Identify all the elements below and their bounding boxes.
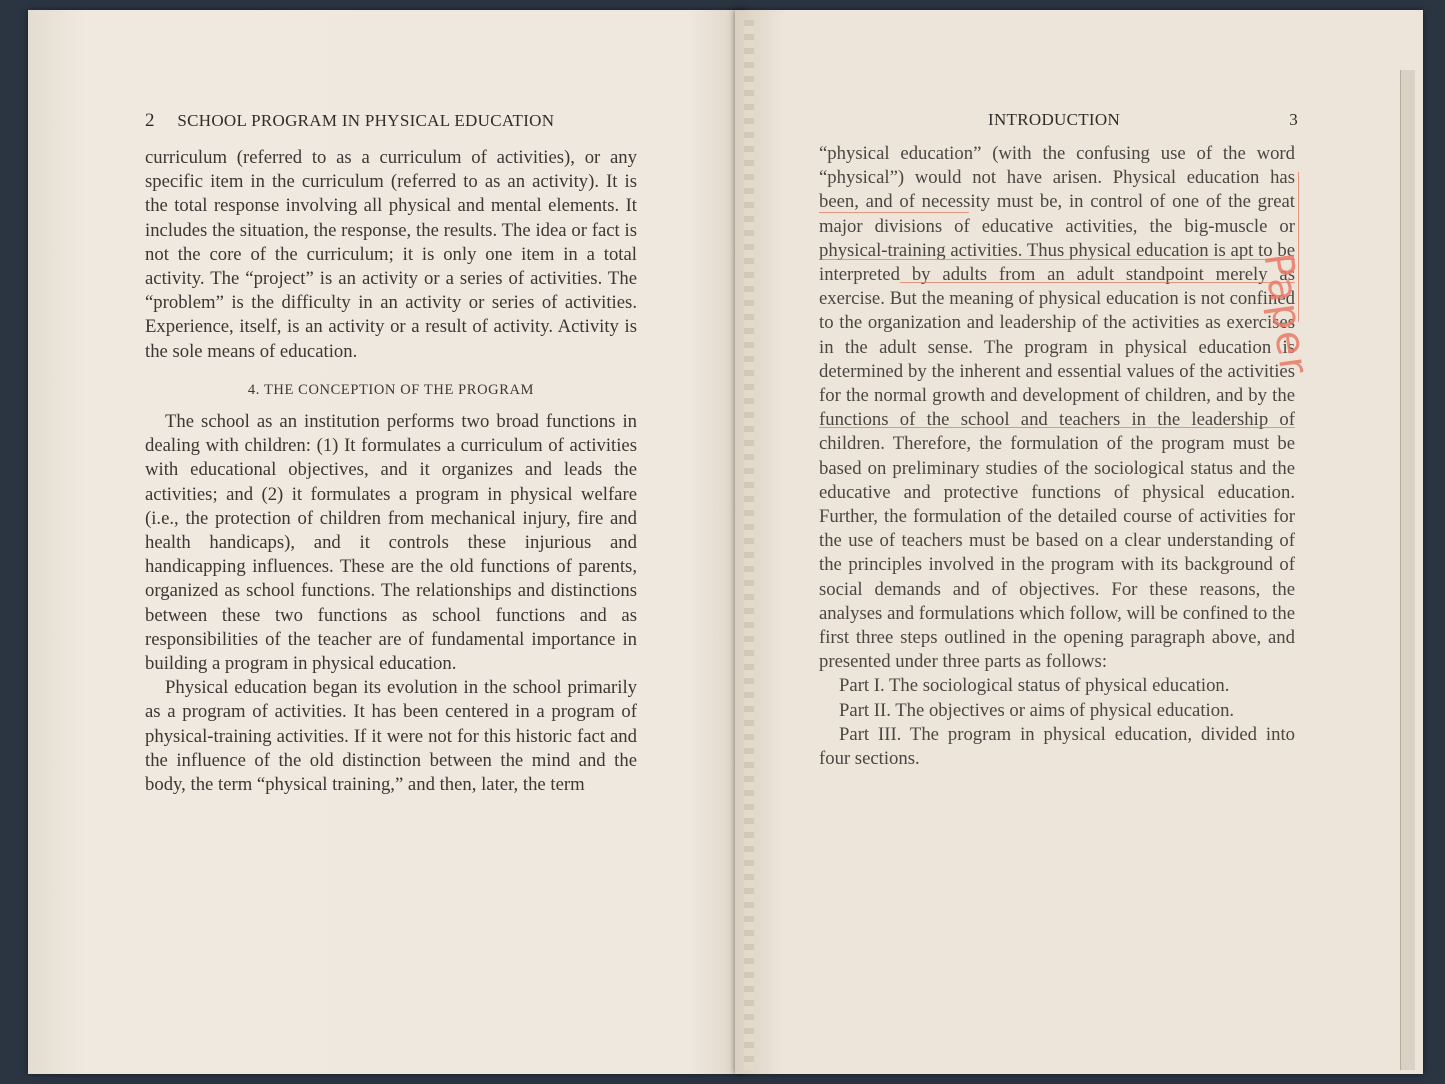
- annotation-underline: [819, 212, 969, 213]
- left-running-title: SCHOOL PROGRAM IN PHYSICAL EDUCATION: [177, 111, 555, 130]
- left-paragraph-2: The school as an institution performs two broad functions in dealing with children: (1) It formulates a curriculum of activities with educational objectives, and it organizes and leads the activities; and (2) it formulates a program in physical welfare (i.e., the protection of children from mechanical injury, fire and health handicaps), and it controls these injurious and handicapping influences. These are the old functions of parents, organized as school functions. The relationships and distinctions between these two functions as school functions and as responsibilities of the teacher are of fundamental importance in building a program in physical education.: [145, 411, 637, 675]
- right-page-number: 3: [1289, 110, 1298, 129]
- margin-note: Paper: [1254, 250, 1318, 379]
- page-stack-edge: [1400, 70, 1415, 1070]
- right-body-text: [819, 142, 1295, 771]
- annotation-underline: [819, 427, 1295, 428]
- part-item: Part III. The program in physical education, divided into four sections.: [819, 723, 1295, 770]
- right-running-title: INTRODUCTION: [988, 110, 1121, 129]
- parts-list: [819, 674, 1295, 771]
- right-paragraph-1: “physical education” (with the confusing use of the word “physical”) would not have arisen. Physical education has been, and of necessity must be, in control of one of the great major divisions of educative activities, the big-muscle or physical-training activities. Thus physical education is apt to be interpreted by adults from an adult standpoint merely as exercise. But the meaning of physical education is not confined to the organization and leadership of the activities as exercises in the adult sense. The program in physical education is determined by the inherent and essential values of the activities for the normal growth and development of children, and by the functions of the school and teachers in the leadership of children. Therefore, the formulation of the program must be based on preliminary studies of the sociological status and the educative and protective functions of physical education. Further, the formulation of the detailed course of activities for the use of teachers must be based on a clear understanding of the principles involved in the program with its background of social demands and of objectives. For these reasons, the analyses and formulations which follow, will be confined to the first three steps outlined in the opening paragraph above, and presented under three parts as follows:: [819, 143, 1295, 673]
- annotation-underline: [819, 259, 1295, 260]
- left-paragraph-1: curriculum (referred to as a curriculum of activities), or any specific item in the curriculum (referred to as an activity). It is the total response involving all physical and mental elements. It includes the situation, the response, the results. The idea or fact is not the core of the curriculum; it is only one item in a total activity. The “project” is an activity or a series of activities. The “problem” is the difficulty in an activity or series of activities. Experience, itself, is an activity or a result of activity. Activity is the sole means of education.: [145, 147, 637, 362]
- book-gutter: [744, 20, 754, 1070]
- part-item: Part I. The sociological status of physical education.: [839, 675, 1230, 697]
- left-running-head: [145, 110, 635, 132]
- right-running-head: [988, 110, 1298, 130]
- annotation-underline: [900, 282, 1295, 283]
- left-body-text: [145, 146, 637, 797]
- section-heading: 4. THE CONCEPTION OF THE PROGRAM: [247, 381, 535, 398]
- left-page-number: 2: [145, 110, 155, 131]
- left-paragraph-3: Physical education began its evolution in the school primarily as a program of activities. It has been centered in a program of physical-training activities. If it were not for this historic fact and the influence of the old distinction between the mind and the body, the term “physical training,” and then, later, the term: [145, 677, 637, 796]
- part-item: Part II. The objectives or aims of physical education.: [839, 699, 1235, 721]
